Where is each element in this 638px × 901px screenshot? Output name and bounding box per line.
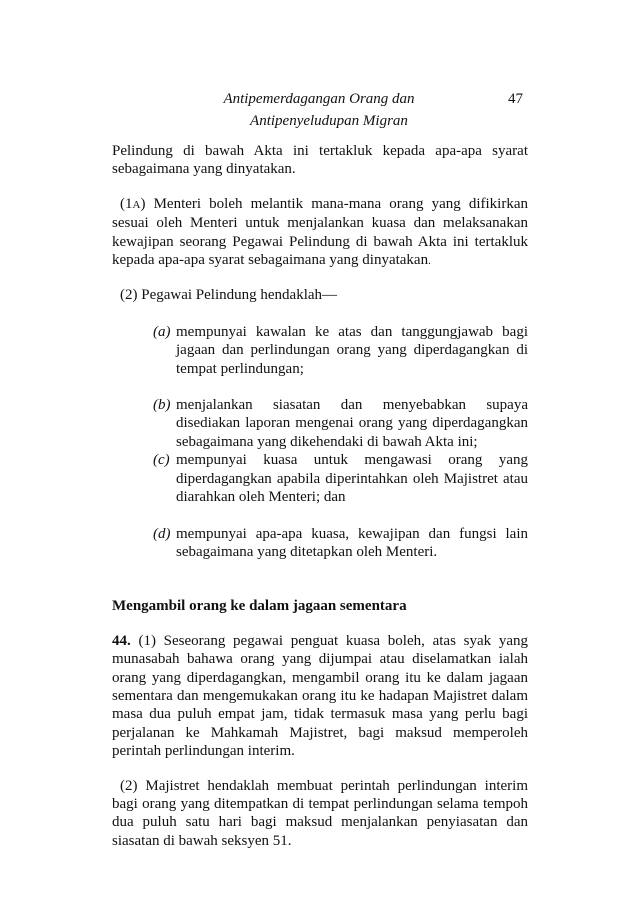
- header-title-line1: Antipemerdagangan Orang dan: [223, 91, 415, 107]
- list-item: [153, 323, 528, 378]
- page-number: 47: [508, 91, 523, 107]
- list-item-text: mempunyai apa-apa kuasa, kewajipan dan fungsi lain sebagaimana yang ditetapkan oleh Menteri.: [176, 525, 528, 560]
- list-item-text: mempunyai kawalan ke atas dan tanggungjawab bagi jagaan dan perlindungan orang yang diperdagangkan di tempat perlindungan;: [176, 323, 528, 377]
- list-item-text: menjalankan siasatan dan menyebabkan supaya disediakan laporan mengenai orang yang diperdagangkan sebagaimana yang dikehendaki di bawah Akta ini;: [176, 397, 528, 450]
- list-item: [153, 396, 528, 451]
- subsection-1a-text: Menteri boleh melantik mana-mana orang yang difikirkan sesuai oleh Menteri untuk menjalankan kuasa dan melaksanakan kewajipan seorang Pegawai Pelindung di bawah Akta ini tertakluk kepada apa-apa syarat sebagaimana yang dinyatakan: [112, 195, 528, 269]
- list-item-text: mempunyai kuasa untuk mengawasi orang yang diperdagangkan apabila diperintahkan oleh Majistret atau diarahkan oleh Menteri; dan: [176, 452, 528, 506]
- paragraph-continuation: Pelindung di bawah Akta ini tertakluk kepada apa-apa syarat sebagaimana yang dinyatakan.: [112, 143, 528, 178]
- list-item: [153, 525, 528, 562]
- duty-list: [112, 323, 528, 561]
- section-44-subsection-1-text: (1) Seseorang pegawai penguat kuasa boleh, atas syak yang munasabah bahawa orang yang dijumpai atau diselamatkan ialah orang yang diperdagangkan, mengambil orang itu ke dalam jagaan sementara dan mengemukakan orang itu ke hadapan Majistret dalam masa dua puluh empat jam, tidak termasuk masa yang perlu bagi perjalanan ke Mahkamah Majistret, bagi maksud memperoleh perintah perlindungan interim.: [112, 632, 528, 760]
- paragraph-subsection-2: (2) Pegawai Pelindung hendaklah—: [120, 287, 338, 304]
- header-title-line2: Antipenyeludupan Migran: [250, 113, 408, 129]
- list-item: [153, 451, 528, 506]
- document-body: [112, 142, 528, 850]
- subsection-1a-end: .: [428, 255, 431, 268]
- section-number: 44.: [112, 632, 131, 649]
- list-item-label: (a): [153, 323, 171, 340]
- header-title: [0, 88, 638, 132]
- paragraph-subsection-1a: [112, 195, 528, 271]
- section-44-subsection-2: (2) Majistret hendaklah membuat perintah perlindungan interim bagi orang yang ditempatkan di tempat perlindungan selama tempoh dua puluh satu hari bagi maksud menjalankan penyiasatan dan siasatan di bawah seksyen 51.: [112, 777, 528, 849]
- list-item-label: (b): [153, 397, 171, 414]
- list-item-label: (c): [153, 452, 170, 469]
- subsection-label-letter: A: [132, 198, 141, 211]
- section-heading: Mengambil orang ke dalam jagaan sementara: [112, 598, 407, 615]
- list-item-label: (d): [153, 525, 171, 542]
- section-44-subsection-1: [112, 632, 528, 761]
- subsection-label-close: ): [140, 195, 146, 212]
- subsection-label-open: (1: [120, 195, 133, 212]
